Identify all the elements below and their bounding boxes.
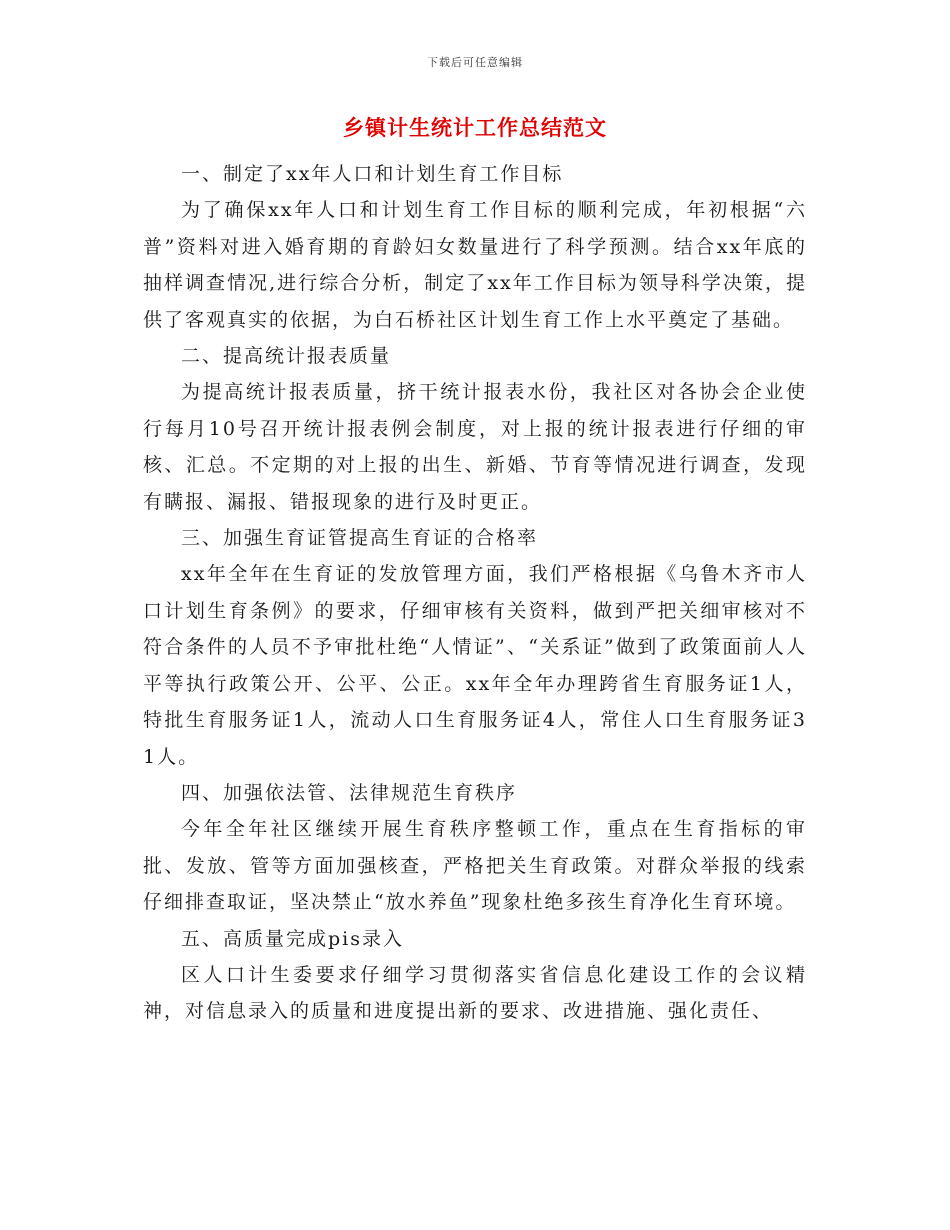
section-heading-4: 四、加强依法管、法律规范生育秩序 xyxy=(181,781,518,804)
paragraph-1: 为了确保xx年人口和计划生育工作目标的顺利完成，年初根据“六普”资料对进入婚育期的育龄妇女数量进行了科学预测。结合xx年底的抽样调查情况,进行综合分析，制定了xx年工作目标为领导科学决策，提供了客观真实的依据，为白石桥社区计划生育工作上水平奠定了基础。 xyxy=(143,199,807,331)
header-note: 下载后可任意编辑 xyxy=(427,56,523,69)
paragraph-4: 今年全年社区继续开展生育秩序整顿工作，重点在生育指标的审批、发放、管等方面加强核查，严格把关生育政策。对群众举报的线索仔细排查取证，坚决禁止“放水养鱼”现象杜绝多孩生育净化生育环境。 xyxy=(143,818,807,914)
section-heading-2: 二、提高统计报表质量 xyxy=(181,345,392,368)
document-body xyxy=(143,156,807,1030)
paragraph-3: xx年全年在生育证的发放管理方面，我们严格根据《乌鲁木齐市人口计划生育条例》的要求，仔细审核有关资料，做到严把关细审核对不符合条件的人员不予审批杜绝“人情证”、“关系证”做到了政策面前人人平等执行政策公开、公平、公正。xx年全年办理跨省生育服务证1人，特批生育服务证1人，流动人口生育服务证4人，常住人口生育服务证31人。 xyxy=(143,563,807,768)
paragraph-2: 为提高统计报表质量，挤干统计报表水份，我社区对各协会企业使行每月10号召开统计报表例会制度，对上报的统计报表进行仔细的审核、汇总。不定期的对上报的出生、新婚、节育等情况进行调查，发现有瞒报、漏报、错报现象的进行及时更正。 xyxy=(143,381,807,513)
document-title: 乡镇计生统计工作总结范文 xyxy=(343,116,607,140)
section-heading-5: 五、高质量完成pis录入 xyxy=(181,927,404,950)
section-heading-1: 一、制定了xx年人口和计划生育工作目标 xyxy=(181,163,564,185)
paragraph-5: 区人口计生委要求仔细学习贯彻落实省信息化建设工作的会议精神，对信息录入的质量和进度提出新的要求、改进措施、强化责任、 xyxy=(143,963,807,1023)
section-heading-3: 三、加强生育证管提高生育证的合格率 xyxy=(181,527,539,550)
